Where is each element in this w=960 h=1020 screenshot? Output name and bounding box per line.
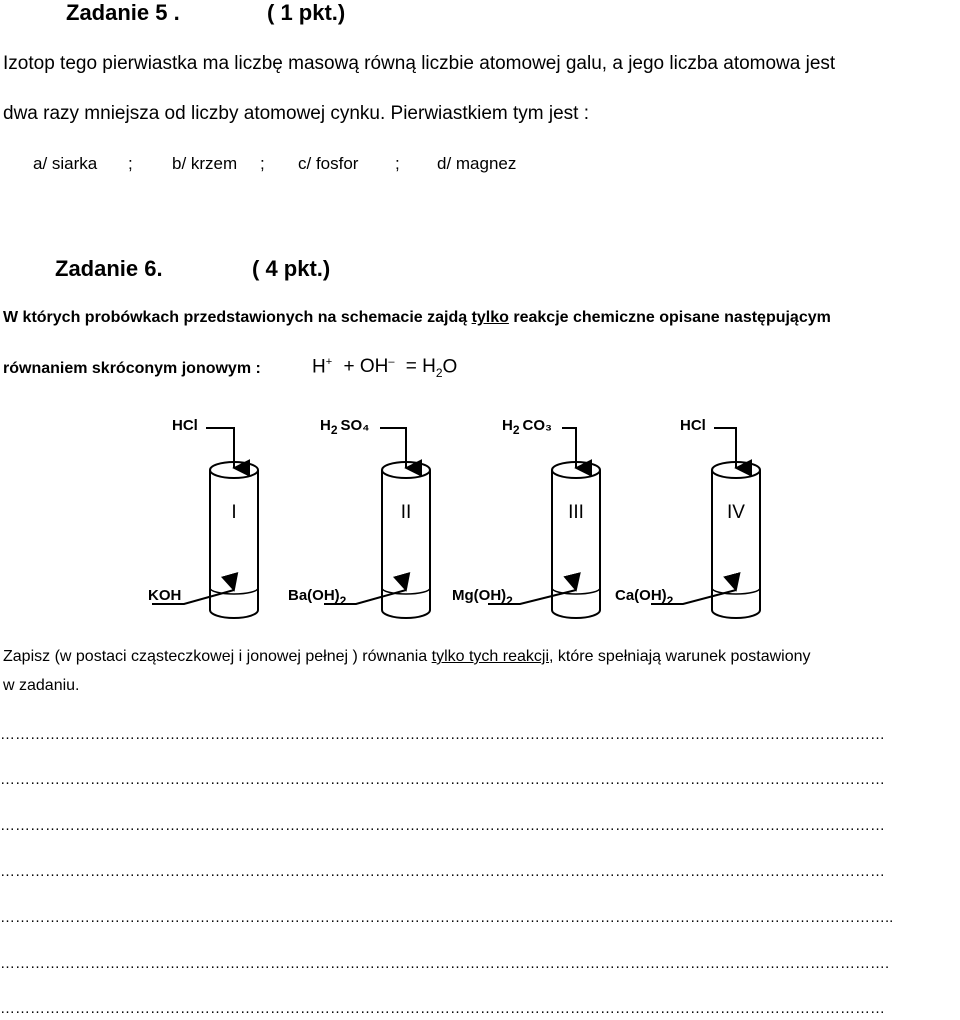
instruction-text: , które spełniają warunek postawiony (549, 648, 811, 665)
answer-line[interactable]: …………………………………………………………………………………………………………………………………………………………… (0, 771, 885, 788)
task5-question-line1: Izotop tego pierwiastka ma liczbę masową równą liczbie atomowej galu, a jego liczba atomowa jest (3, 53, 836, 74)
answer-line[interactable]: …………………………………………………………………………………………………………………………………………………………… (0, 817, 885, 834)
tube-number: I (231, 502, 237, 523)
tube-bottom (552, 610, 600, 618)
acid-formula: H (502, 417, 513, 434)
base-subscript: 2 (339, 594, 347, 608)
task6-label: Zadanie 6. (55, 256, 163, 281)
tube-number: II (400, 502, 412, 523)
base-subscript: 2 (666, 594, 674, 608)
base-formula: KOH (148, 587, 182, 604)
acid-label (680, 417, 706, 434)
tube-number: IV (727, 502, 745, 523)
answer-line[interactable]: …………………………………………………………………………………………………………………………………………………………… (0, 1000, 885, 1017)
task6-question-line2: równaniem skróconym jonowym : (3, 360, 261, 377)
base-formula: Ba(OH) (288, 587, 340, 604)
acid-label (502, 417, 552, 437)
option-separator: ; (260, 154, 265, 173)
eq-oh: + OH (343, 356, 389, 378)
base-label (148, 587, 181, 604)
answer-line[interactable]: ……………………………………………………………………………………………………………………………………………………………. (0, 955, 890, 972)
task6-instruction-line1 (3, 648, 811, 666)
acid-formula-rest: SO₄ (340, 417, 370, 434)
answer-line[interactable]: …………………………………………………………………………………………………………………………………………………………… (0, 726, 885, 743)
option-b[interactable]: b/ krzem (172, 154, 238, 173)
tube-bottom (210, 610, 258, 618)
underlined-word: tylko (471, 309, 509, 326)
option-a[interactable]: a/ siarka (33, 154, 98, 173)
tube-bottom (382, 610, 430, 618)
task6-instruction-line2: w zadaniu. (3, 677, 80, 694)
acid-formula: H (320, 417, 331, 434)
answer-line[interactable]: …………………………………………………………………………………………………………………………………………………………….. (0, 909, 894, 926)
acid-formula: HCl (680, 417, 706, 434)
task5-label: Zadanie 5 . (66, 0, 180, 25)
acid-formula: HCl (172, 417, 198, 434)
acid-label (172, 417, 198, 434)
acid-formula-rest: CO₃ (522, 417, 552, 434)
eq-o: O (442, 356, 458, 378)
test-tube-1 (148, 417, 258, 618)
eq-subscript: 2 (435, 366, 443, 381)
eq-minus-charge: – (388, 356, 395, 368)
acid-subscript: 2 (512, 423, 520, 437)
option-d[interactable]: d/ magnez (437, 154, 517, 173)
eq-h: H (312, 356, 326, 378)
test-tube-4 (615, 417, 760, 618)
base-subscript: 2 (506, 594, 513, 608)
acid-subscript: 2 (330, 423, 338, 437)
base-formula: Mg(OH) (452, 587, 507, 604)
task5-question-line2: dwa razy mniejsza od liczby atomowej cynku. Pierwiastkiem tym jest : (3, 103, 590, 124)
option-separator: ; (395, 154, 400, 173)
instruction-text: Zapisz (w postaci cząsteczkowej i jonowej pełnej ) równania (3, 648, 432, 665)
question-text: W których probówkach przedstawionych na schemacie zajdą (3, 309, 472, 326)
task6-points: ( 4 pkt.) (252, 256, 331, 281)
option-separator: ; (128, 154, 133, 173)
answer-line[interactable]: …………………………………………………………………………………………………………………………………………………………… (0, 863, 885, 880)
acid-label (320, 417, 369, 437)
question-text: reakcje chemiczne opisane następującym (508, 309, 831, 326)
tube-number: III (568, 502, 584, 523)
eq-plus-charge: + (325, 356, 333, 368)
task5-points: ( 1 pkt.) (267, 0, 346, 25)
test-tube-3 (452, 417, 600, 618)
tube-bottom (712, 610, 760, 618)
base-formula: Ca(OH) (615, 587, 667, 604)
test-tube-2 (288, 417, 430, 618)
eq-product: = H (405, 356, 436, 378)
option-c[interactable]: c/ fosfor (298, 154, 359, 173)
underlined-phrase: tylko tych reakcji (431, 648, 550, 665)
